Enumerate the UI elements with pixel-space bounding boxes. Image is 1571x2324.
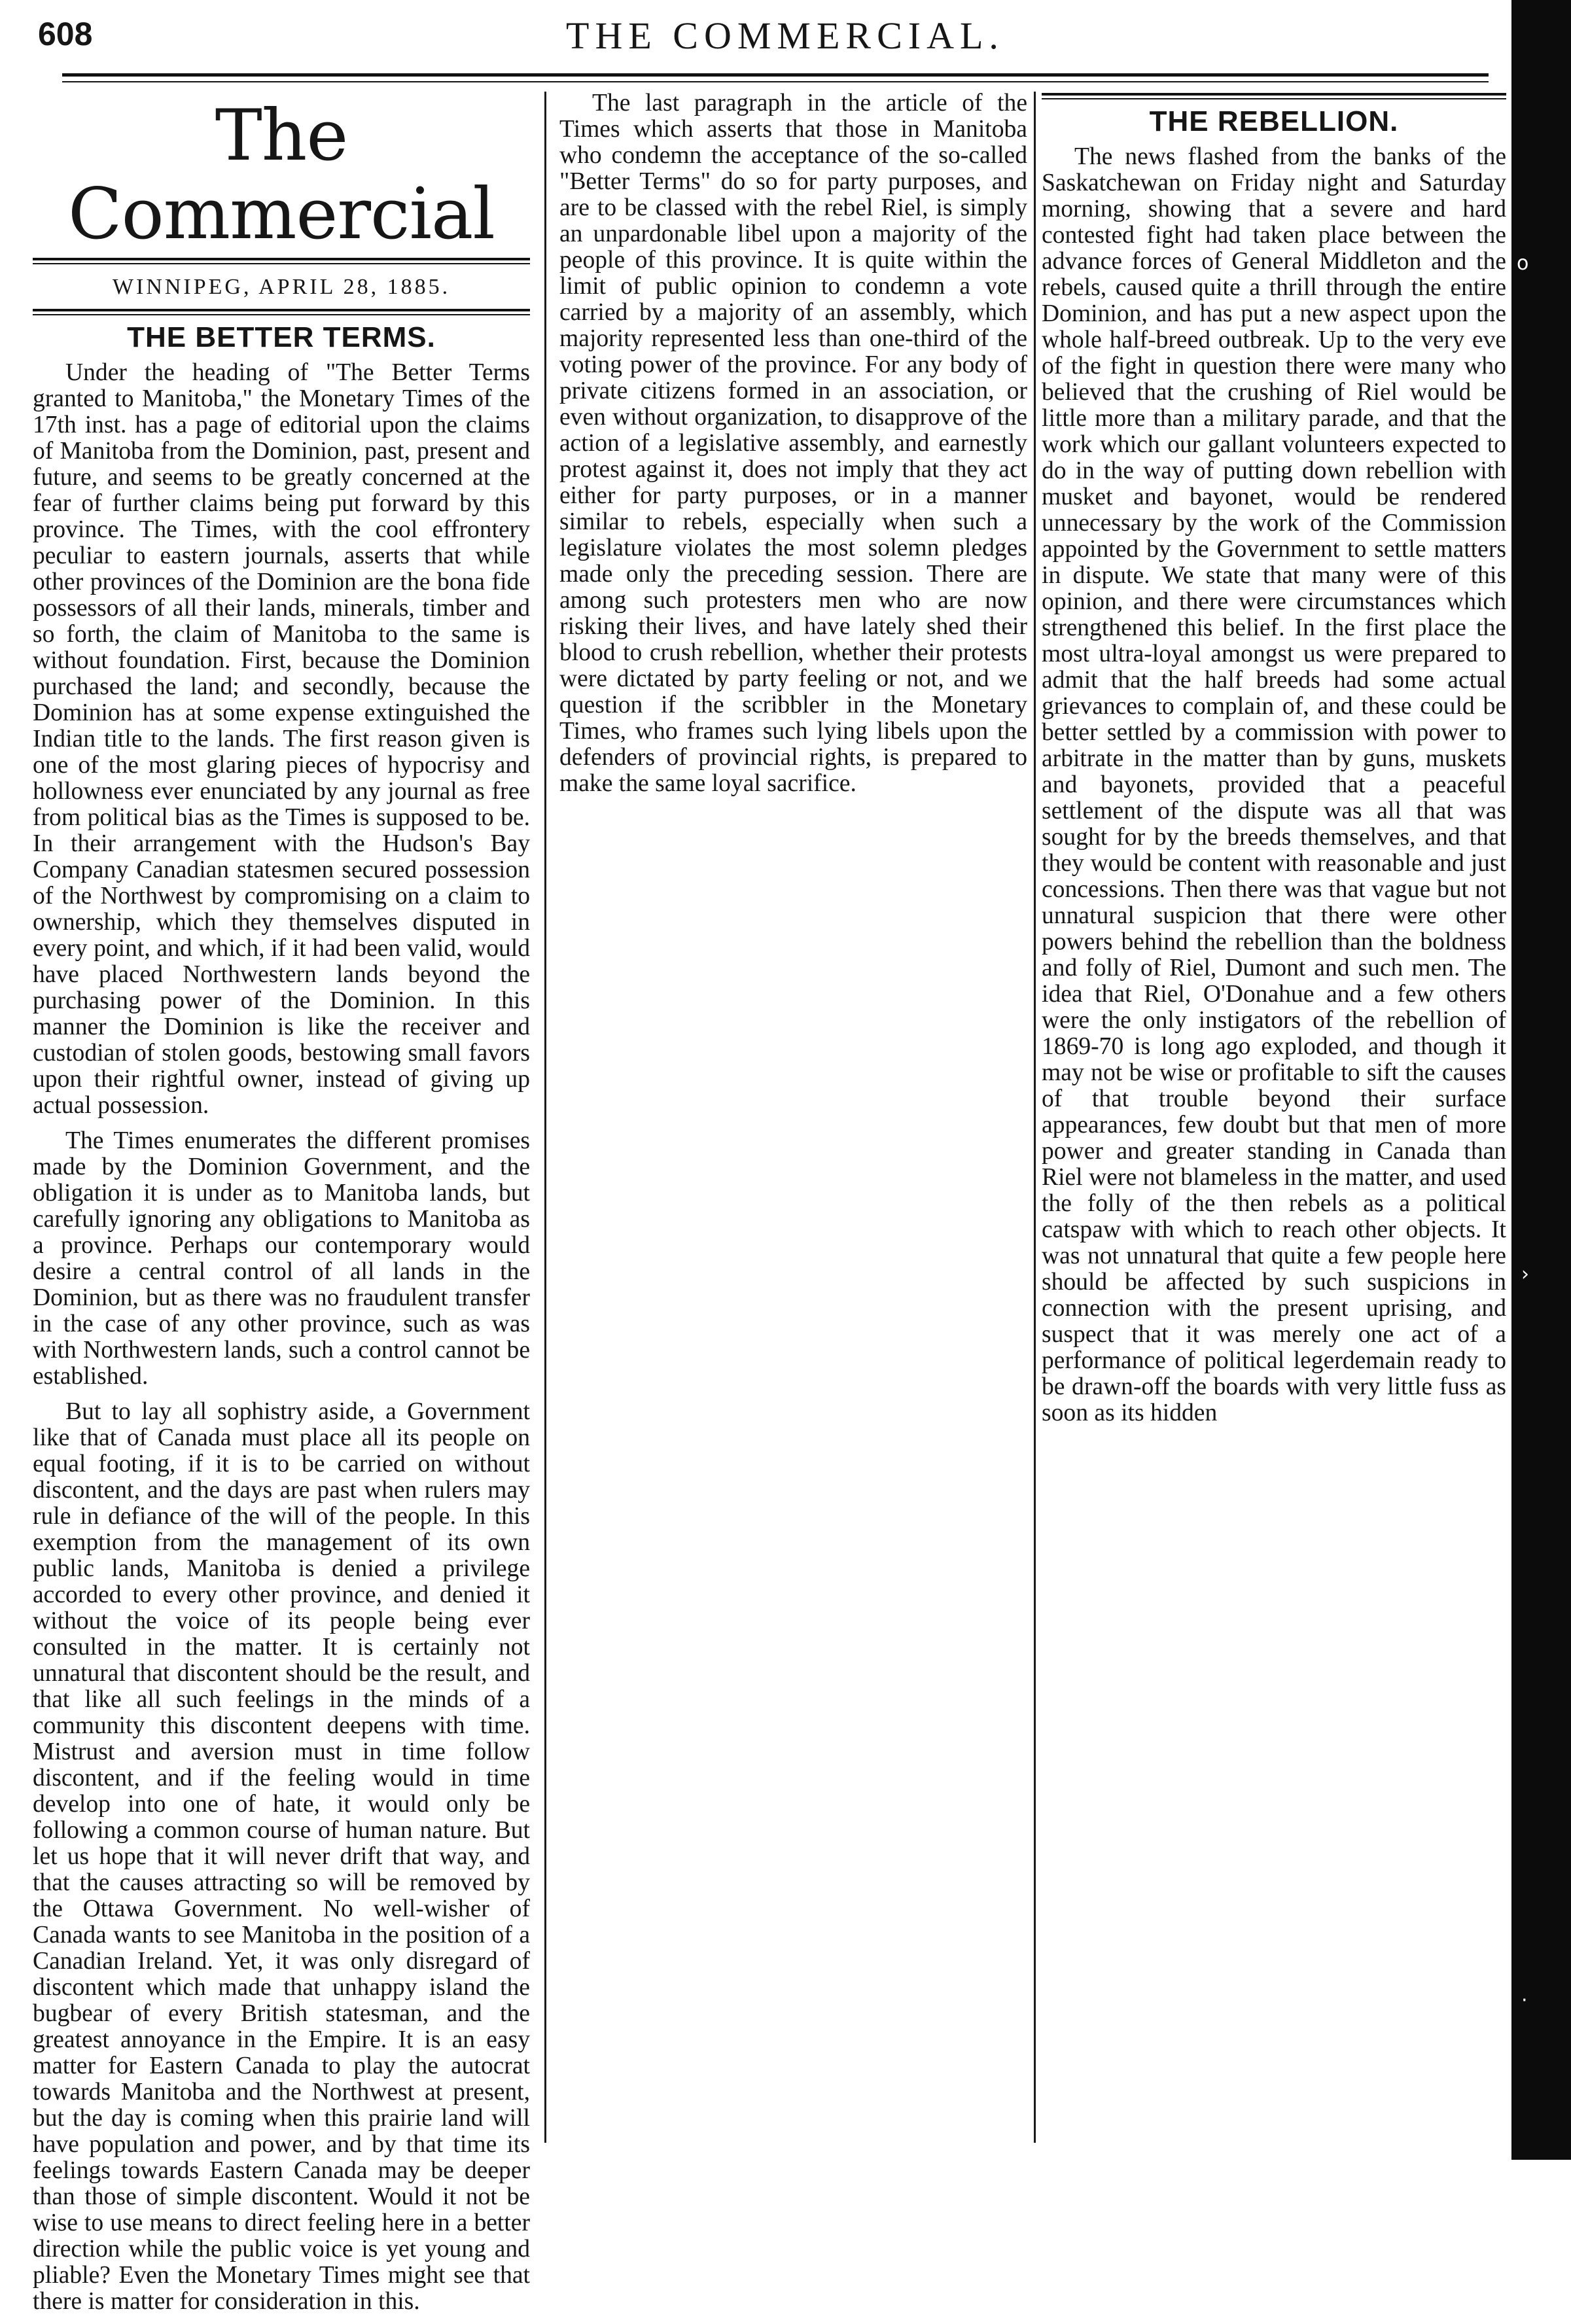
article-paragraph: The Times enumerates the different promises made by the Dominion Government, and the obligation it is under as to Manitoba lands, but carefully ignoring any obligations to Manitoba as a province. Perhaps our contemporary would desire a central control of all lands in the Dominion, but as there was no fraudulent transfer in the case of any other province, such as was with Northwestern lands, such a control cannot be established. <box>33 1127 530 1390</box>
article-paragraph: The last paragraph in the article of the Times which asserts that those in Manitoba who condemn the acceptance of the so-called "Better Terms" do so for party purposes, and are to be classed with the rebel Riel, is simply an unpardonable libel upon a majority of the people of this province. It is quite within the limit of public opinion to condemn a vote carried by a majority of an assembly, which majority represented less than one-third of the voting power of the province. For any body of private citizens formed in an association, or even without organization, to disapprove of the action of a legislative assembly, and earnestly protest against it, does not imply that they act either for party purposes, or in a manner similar to rebels, especially when such a legislature violates the most solemn pledges made only the preceding session. There are among such protesters men who are now risking their lives, and have lately shed their blood to crush rebellion, whether their protests were dictated by party feeling or not, and we question if the scribbler in the Monetary Times, who frames such lying libels upon the defenders of provincial rights, is prepared to make the same loyal sacrifice. <box>559 90 1027 797</box>
margin-mark: o <box>1517 252 1529 275</box>
article-paragraph: The news flashed from the banks of the Saskatchewan on Friday night and Saturday morning, showing that a severe and hard contested fight had taken place between the advance forces of General Middleton and the rebels, caused quite a thrill through the entire Dominion, and has put a new aspect upon the whole half-breed outbreak. Up to the very eve of the fight in question there were many who believed that the crushing of Riel would be little more than a military parade, and that the work which our gallant volunteers expected to do in the way of putting down rebellion with musket and bayonet, would be rendered unnecessary by the work of the Commission appointed by the Government to settle matters in dispute. We state that many were of this opinion, and there were circumstances which strengthened this belief. In the first place the most ultra-loyal amongst us were prepared to admit that the half breeds had some actual grievances to complain of, and these could be better settled by a commission with power to arbitrate in the matter than by guns, muskets and bayonets, provided that a peaceful settlement of the dispute was all that was sought for by the breeds themselves, and that they would be content with reasonable and just concessions. Then there was that vague but not unnatural suspicion that there were other powers behind the rebellion than the boldness and folly of Riel, Dumont and such men. The idea that Riel, O'Donahue and a few others were the only instigators of the rebellion of 1869-70 is long ago exploded, and though it may not be wise or profitable to sift the causes of that trouble beyond their surface appearances, few doubt but that men of more power and greater standing in Canada than Riel were not blameless in the matter, and used the folly of the then rebels as a political catspaw with which to reach other objects. It was not unnatural that quite a few people here should be affected by such suspicions in connection with the present uprising, and suspect that it was merely one act of a performance of political legerdemain ready to be drawn-off the boards with very little fuss as soon as its hidden <box>1042 143 1506 1426</box>
article-heading-rebellion: THE REBELLION. <box>1149 105 1399 137</box>
article-heading-better-terms: THE BETTER TERMS. <box>127 321 436 353</box>
section-rule <box>1042 93 1506 99</box>
article-paragraph: Under the heading of "The Better Terms granted to Manitoba," the Monetary Times of the 17th inst. has a page of editorial upon the claims of Manitoba from the Dominion, past, present and future, and seems to be greatly concerned at the fear of further claims being put forward by this province. The Times, with the cool effrontery peculiar to eastern journals, asserts that while other provinces of the Dominion are the bona fide possessors of all their lands, minerals, timber and so forth, the claim of Manitoba to the same is without foundation. First, because the Dominion purchased the land; and secondly, because the Dominion has at some expense extinguished the Indian title to the lands. The first reason given is one of the most glaring pieces of hypocrisy and hollowness ever enunciated by any journal as free from political bias as the Times is supposed to be. In their arrangement with the Hudson's Bay Company Canadian statesmen secured possession of the Northwest by compromising on a claim to ownership, which they themselves disputed in every point, and which, if it had been valid, would have placed Northwestern lands beyond the purchasing power of the Dominion. In this manner the Dominion is like the receiver and custodian of stolen goods, bestowing small favors upon their rightful owner, instead of giving up actual possession. <box>33 359 530 1119</box>
masthead-rule <box>33 258 530 264</box>
column-1 <box>33 90 530 2324</box>
column-3 <box>1042 90 1506 1435</box>
binding-edge <box>1511 0 1571 2160</box>
header-rule <box>62 73 1489 77</box>
header-rule-thin <box>62 81 1489 82</box>
margin-mark: · <box>1521 1989 1528 2012</box>
dateline-rule <box>33 309 530 315</box>
column-rule <box>1034 92 1036 2143</box>
article-paragraph: But to lay all sophistry aside, a Government like that of Canada must place all its people on equal footing, if it is to be carried on without discontent, and the days are past when rulers may rule in defiance of the will of the people. In this exemption from the management of its own public lands, Manitoba is denied a privilege accorded to every other province, and denied it without the voice of its people being ever consulted in the matter. It is certainly not unnatural that discontent should be the result, and that like all such feelings in the minds of a community this discontent deepens with time. Mistrust and aversion must in time follow discontent, and if the feeling would in time develop into one of hate, it would only be following a common course of human nature. But let us hope that it will never drift that way, and that the causes attracting so will be removed by the Ottawa Government. No well-wisher of Canada wants to see Manitoba in the position of a Canadian Ireland. Yet, it was only disregard of discontent which made that unhappy island the bugbear of every British statesman, and the greatest annoyance in the Empire. It is an easy matter for Eastern Canada to play the autocrat towards Manitoba and the Northwest at present, but the day is coming when this prairie land will have population and power, and by that time its feelings towards Eastern Canada may be deeper than those of simple discontent. Would it not be wise to use means to direct feeling here in a better direction while the public voice is yet young and pliable? Even the Monetary Times might see that there is matter for consideration in this. <box>33 1398 530 2315</box>
dateline: WINNIPEG, APRIL 28, 1885. <box>112 275 451 299</box>
column-2 <box>559 90 1027 806</box>
margin-mark: › <box>1521 1263 1529 1286</box>
column-rule <box>544 92 546 2143</box>
running-head: THE COMMERCIAL. <box>566 14 1004 57</box>
masthead: The Commercial <box>68 95 495 255</box>
page-number: 608 <box>38 16 93 52</box>
